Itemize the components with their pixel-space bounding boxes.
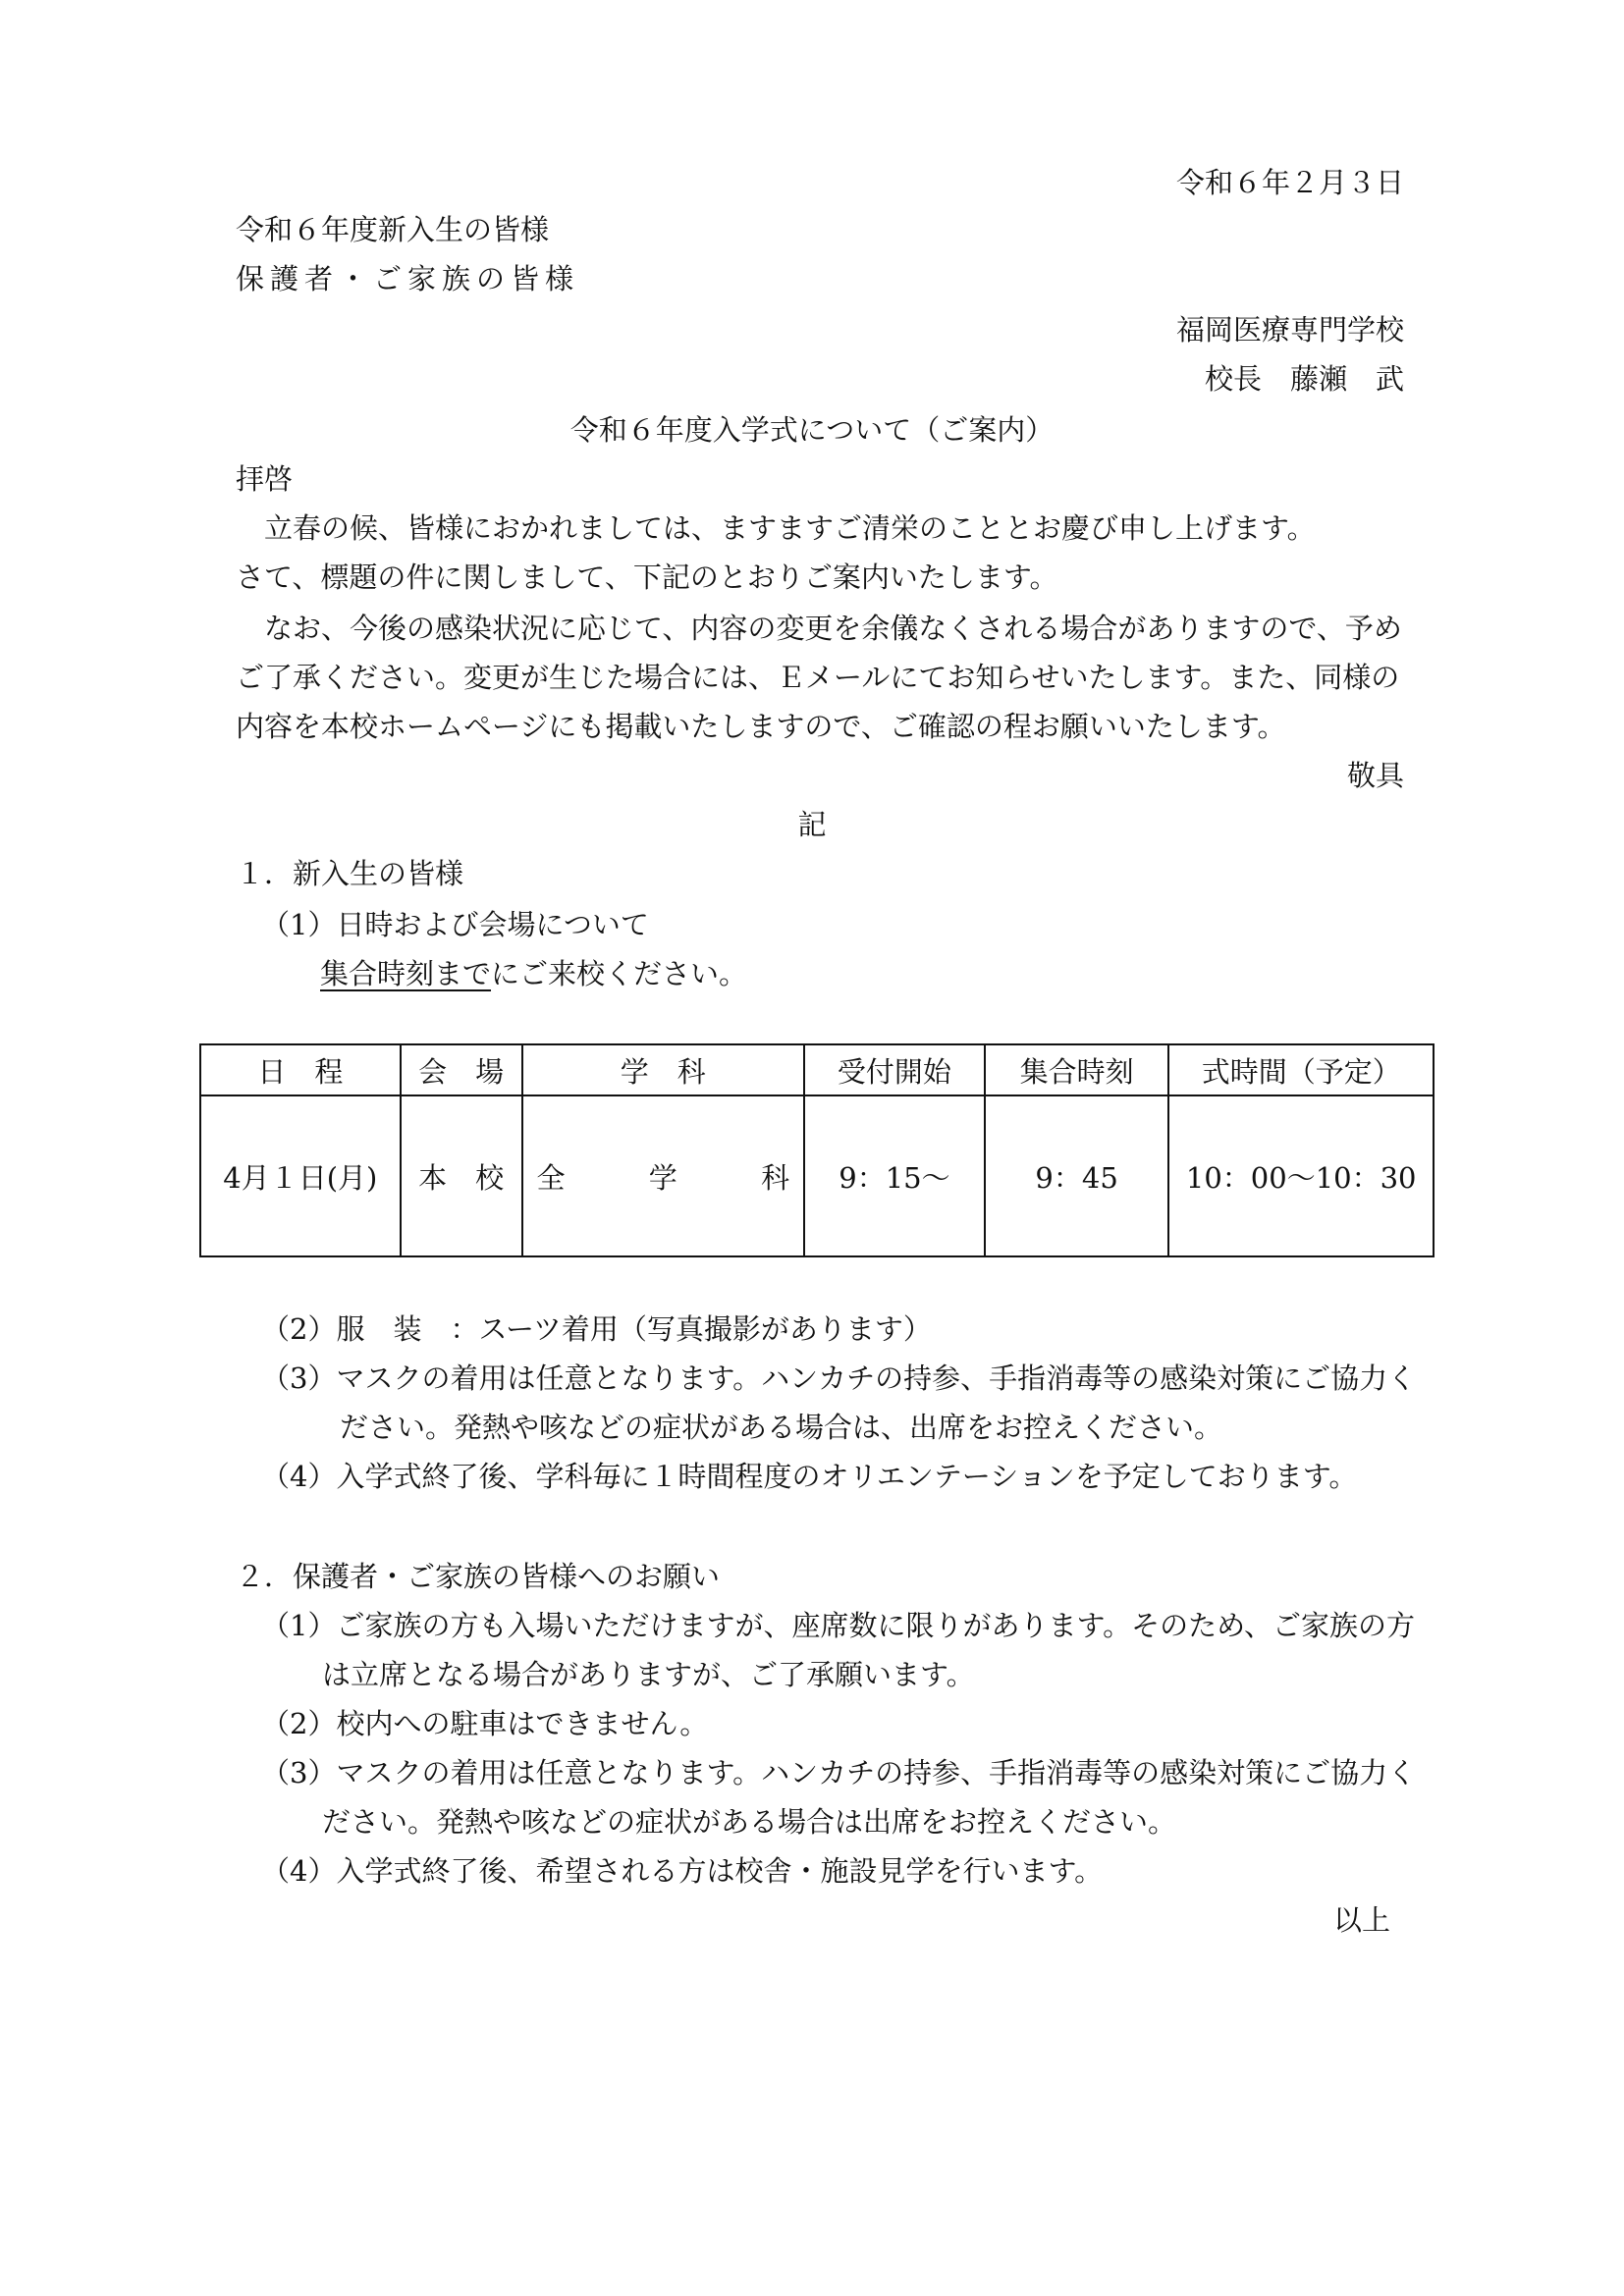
header-venue: 会 場 xyxy=(401,1044,522,1095)
addressee-guardians: 保護者・ご家族の皆様 xyxy=(236,262,580,295)
body-line-4: ご了承ください。変更が生じた場合には、Ｅメールにてお知らせいたします。また、同様の xyxy=(236,661,1400,694)
header-reception: 受付開始 xyxy=(804,1044,985,1095)
s1-item-3: （3）マスクの着用は任意となります。ハンカチの持参、手指消毒等の感染対策にご協力く xyxy=(261,1362,1417,1395)
sender-principal: 校長 藤瀬 武 xyxy=(1204,362,1404,396)
s1-item-3-cont: ださい。発熱や咳などの症状がある場合は、出席をお控えください。 xyxy=(340,1411,1223,1444)
salutation: 拝啓 xyxy=(236,462,294,496)
body-line-3: なお、今後の感染状況に応じて、内容の変更を余儀なくされる場合がありますので、予め xyxy=(264,612,1402,645)
dept-char-1: 全 xyxy=(536,1160,566,1195)
cell-ceremony: 10：00～10：30 xyxy=(1168,1095,1434,1256)
cell-reception: 9：15～ xyxy=(804,1095,985,1256)
arrival-note-underlined: 集合時刻まで xyxy=(320,957,492,990)
cell-assembly: 9：45 xyxy=(985,1095,1169,1256)
s1-item-2: （2）服 装 ：スーツ着用（写真撮影があります） xyxy=(261,1312,932,1346)
cell-department xyxy=(522,1095,805,1256)
table-header-row xyxy=(200,1044,1434,1095)
s2-item-1-cont: は立席となる場合がありますが、ご了承願います。 xyxy=(322,1658,975,1691)
arrival-note xyxy=(320,956,747,991)
section1-subheading: （1）日時および会場について xyxy=(261,908,649,941)
cell-venue: 本 校 xyxy=(401,1095,522,1256)
body-line-1: 立春の候、皆様におかれましては、ますますご清栄のこととお慶び申し上げます。 xyxy=(264,511,1316,545)
header-ceremony: 式時間（予定） xyxy=(1168,1044,1434,1095)
s2-item-3-cont: ださい。発熱や咳などの症状がある場合は出席をお控えください。 xyxy=(322,1805,1177,1839)
arrival-note-rest: にご来校ください。 xyxy=(491,957,748,990)
s2-item-1: （1）ご家族の方も入場いただけますが、座席数に限りがあります。そのため、ご家族の方 xyxy=(261,1609,1415,1642)
s1-item-4: （4）入学式終了後、学科毎に１時間程度のオリエンテーションを予定しております。 xyxy=(261,1460,1358,1493)
table-row xyxy=(200,1095,1434,1256)
section1-heading: １．新入生の皆様 xyxy=(236,857,464,890)
body-line-5: 内容を本校ホームページにも掲載いたしますので、ご確認の程お願いいたします。 xyxy=(236,710,1286,743)
end-mark: 以上 xyxy=(1332,1903,1390,1937)
header-department: 学 科 xyxy=(522,1044,805,1095)
dept-char-2: 学 xyxy=(648,1160,677,1195)
header-assembly: 集合時刻 xyxy=(985,1044,1169,1095)
sender-school: 福岡医療専門学校 xyxy=(1175,313,1404,347)
s2-item-4: （4）入学式終了後、希望される方は校舎・施設見学を行います。 xyxy=(261,1854,1104,1888)
s2-item-3: （3）マスクの着用は任意となります。ハンカチの持参、手指消毒等の感染対策にご協力く xyxy=(261,1756,1417,1789)
document-date: 令和６年２月３日 xyxy=(1175,166,1404,199)
section2-heading: ２．保護者・ご家族の皆様へのお願い xyxy=(236,1560,721,1593)
header-date: 日 程 xyxy=(200,1044,401,1095)
closing: 敬具 xyxy=(1346,759,1404,792)
s2-item-2: （2）校内への駐車はできません。 xyxy=(261,1707,709,1740)
document-title: 令和６年度入学式について（ご案内） xyxy=(569,413,1055,447)
addressee-students: 令和６年度新入生の皆様 xyxy=(236,213,550,246)
schedule-table xyxy=(199,1043,1435,1257)
ki-mark: 記 xyxy=(797,808,827,841)
dept-char-3: 科 xyxy=(761,1160,790,1195)
cell-date: 4月１日(月) xyxy=(200,1095,401,1256)
body-line-2: さて、標題の件に関しまして、下記のとおりご案内いたします。 xyxy=(236,561,1058,594)
